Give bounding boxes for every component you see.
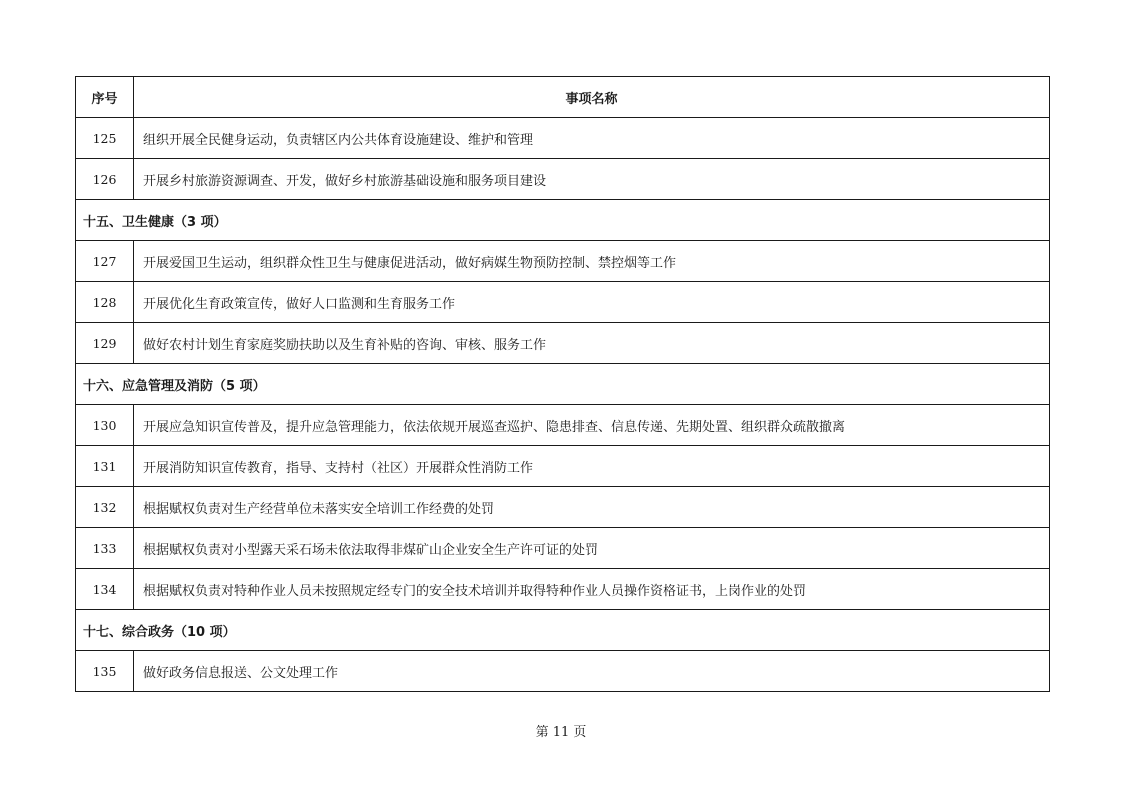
table-row bbox=[76, 159, 1050, 200]
section-row bbox=[76, 200, 1050, 241]
row-item-name: 根据赋权负责对小型露天采石场未依法取得非煤矿山企业安全生产许可证的处罚 bbox=[134, 528, 1050, 569]
row-number: 125 bbox=[76, 118, 134, 159]
table-header-row bbox=[76, 77, 1050, 118]
row-item-name: 做好农村计划生育家庭奖励扶助以及生育补贴的咨询、审核、服务工作 bbox=[134, 323, 1050, 364]
row-item-name: 开展应急知识宣传普及，提升应急管理能力，依法依规开展巡查巡护、隐患排查、信息传递、先期处置、组织群众疏散撤离 bbox=[134, 405, 1050, 446]
row-number: 134 bbox=[76, 569, 134, 610]
section-row bbox=[76, 610, 1050, 651]
row-item-name: 开展爱国卫生运动，组织群众性卫生与健康促进活动，做好病媒生物预防控制、禁控烟等工作 bbox=[134, 241, 1050, 282]
section-title: 十六、应急管理及消防（5 项） bbox=[76, 364, 1050, 405]
table-row bbox=[76, 323, 1050, 364]
row-item-name: 根据赋权负责对生产经营单位未落实安全培训工作经费的处罚 bbox=[134, 487, 1050, 528]
row-item-name: 组织开展全民健身运动，负责辖区内公共体育设施建设、维护和管理 bbox=[134, 118, 1050, 159]
table-row bbox=[76, 487, 1050, 528]
row-number: 131 bbox=[76, 446, 134, 487]
table-row bbox=[76, 118, 1050, 159]
table-row bbox=[76, 282, 1050, 323]
page-number: 第 11 页 bbox=[535, 725, 587, 740]
table-row bbox=[76, 446, 1050, 487]
row-item-name: 开展乡村旅游资源调查、开发，做好乡村旅游基础设施和服务项目建设 bbox=[134, 159, 1050, 200]
table-body bbox=[76, 118, 1050, 692]
row-number: 127 bbox=[76, 241, 134, 282]
matters-table bbox=[75, 76, 1050, 692]
table-row bbox=[76, 241, 1050, 282]
row-number: 135 bbox=[76, 651, 134, 692]
row-number: 128 bbox=[76, 282, 134, 323]
row-item-name: 开展优化生育政策宣传，做好人口监测和生育服务工作 bbox=[134, 282, 1050, 323]
row-number: 132 bbox=[76, 487, 134, 528]
table-row bbox=[76, 405, 1050, 446]
table-row bbox=[76, 651, 1050, 692]
header-name: 事项名称 bbox=[134, 77, 1050, 118]
section-title: 十五、卫生健康（3 项） bbox=[76, 200, 1050, 241]
row-number: 129 bbox=[76, 323, 134, 364]
row-item-name: 根据赋权负责对特种作业人员未按照规定经专门的安全技术培训并取得特种作业人员操作资格证书，上岗作业的处罚 bbox=[134, 569, 1050, 610]
row-item-name: 开展消防知识宣传教育，指导、支持村（社区）开展群众性消防工作 bbox=[134, 446, 1050, 487]
table-row bbox=[76, 528, 1050, 569]
row-number: 133 bbox=[76, 528, 134, 569]
table-row bbox=[76, 569, 1050, 610]
section-row bbox=[76, 364, 1050, 405]
row-number: 126 bbox=[76, 159, 134, 200]
row-number: 130 bbox=[76, 405, 134, 446]
section-title: 十七、综合政务（10 项） bbox=[76, 610, 1050, 651]
row-item-name: 做好政务信息报送、公文处理工作 bbox=[134, 651, 1050, 692]
header-number: 序号 bbox=[76, 77, 134, 118]
